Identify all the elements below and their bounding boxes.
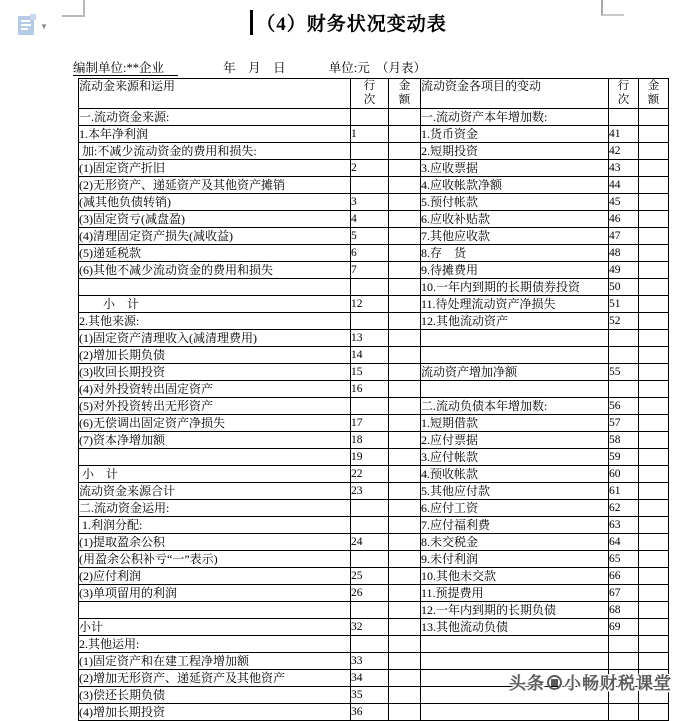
item-cell-left[interactable]: (4)增加长期投资 <box>79 704 351 721</box>
table-row <box>79 143 669 160</box>
row-no-cell-right[interactable]: 69 <box>609 619 639 636</box>
table-row <box>79 177 669 194</box>
item-cell-left[interactable]: (1)提取盈余公积 <box>79 534 351 551</box>
table-row <box>79 432 669 449</box>
amount-cell-right[interactable] <box>639 500 669 517</box>
item-cell-right[interactable]: 8.未交税金 <box>421 534 609 551</box>
amount-cell-right[interactable] <box>639 636 669 653</box>
item-cell-right[interactable]: 6.应收补贴款 <box>421 211 609 228</box>
row-no-cell-right[interactable]: 61 <box>609 483 639 500</box>
table-row <box>79 415 669 432</box>
item-cell-right[interactable]: 一.流动资产本年增加数: <box>421 109 609 126</box>
item-cell-right[interactable]: 9.未付利润 <box>421 551 609 568</box>
amount-cell-left[interactable] <box>389 653 421 670</box>
item-cell-left[interactable] <box>79 449 351 466</box>
item-cell-right[interactable]: 流动资产增加净额 <box>421 364 609 381</box>
row-no-cell-left[interactable]: 34 <box>351 670 389 687</box>
item-cell-right[interactable]: 1.短期借款 <box>421 415 609 432</box>
row-no-cell-left[interactable]: 7 <box>351 262 389 279</box>
amount-cell-left[interactable] <box>389 245 421 262</box>
amount-cell-right[interactable] <box>639 262 669 279</box>
amount-cell-left[interactable] <box>389 704 421 721</box>
amount-cell-left[interactable] <box>389 636 421 653</box>
row-no-cell-left[interactable] <box>351 636 389 653</box>
row-no-cell-right[interactable]: 50 <box>609 279 639 296</box>
row-no-cell-right[interactable]: 42 <box>609 143 639 160</box>
table-row <box>79 704 669 721</box>
amount-cell-right[interactable] <box>639 177 669 194</box>
row-no-cell-left[interactable]: 4 <box>351 211 389 228</box>
row-no-cell-right[interactable]: 51 <box>609 296 639 313</box>
item-cell-left[interactable]: 2.其他运用: <box>79 636 351 653</box>
row-no-cell-right[interactable]: 49 <box>609 262 639 279</box>
item-cell-right[interactable] <box>421 653 609 670</box>
row-no-cell-left[interactable]: 35 <box>351 687 389 704</box>
table-row <box>79 313 669 330</box>
amount-cell-left[interactable] <box>389 228 421 245</box>
item-cell-left[interactable]: 小 计 <box>79 466 351 483</box>
item-cell-left[interactable]: (用盈余公积补亏“一”表示) <box>79 551 351 568</box>
item-cell-left[interactable]: (6)其他不减少流动资金的费用和损失 <box>79 262 351 279</box>
item-cell-left[interactable]: (3)单项留用的利润 <box>79 585 351 602</box>
row-no-cell-left[interactable]: 32 <box>351 619 389 636</box>
table-row <box>79 279 669 296</box>
watermark <box>509 669 672 694</box>
row-no-cell-right[interactable]: 56 <box>609 398 639 415</box>
caption-date: 年 月 日 <box>223 61 286 75</box>
header-right-title[interactable]: 流动资金各项目的变动 <box>421 79 609 109</box>
table-row <box>79 483 669 500</box>
amount-cell-right[interactable] <box>639 517 669 534</box>
item-cell-right[interactable]: 12.其他流动资产 <box>421 313 609 330</box>
row-no-cell-right[interactable]: 64 <box>609 534 639 551</box>
table-row <box>79 262 669 279</box>
header-left-title[interactable]: 流动金来源和运用 <box>79 79 351 109</box>
item-cell-left[interactable]: (1)固定资产和在建工程净增加额 <box>79 653 351 670</box>
row-no-cell-right[interactable]: 58 <box>609 432 639 449</box>
financial-table <box>78 78 669 721</box>
amount-cell-left[interactable] <box>389 670 421 687</box>
row-no-cell-left[interactable] <box>351 602 389 619</box>
amount-cell-left[interactable] <box>389 330 421 347</box>
amount-cell-right[interactable] <box>639 398 669 415</box>
amount-cell-right[interactable] <box>639 432 669 449</box>
page-title: （4）财务状况变动表 <box>256 14 447 35</box>
row-no-cell-right[interactable]: 66 <box>609 568 639 585</box>
amount-cell-left[interactable] <box>389 551 421 568</box>
amount-cell-left[interactable] <box>389 313 421 330</box>
item-cell-right[interactable]: 12.一年内到期的长期负债 <box>421 602 609 619</box>
table-row <box>79 534 669 551</box>
table-row <box>79 347 669 364</box>
table-row <box>79 517 669 534</box>
item-cell-left[interactable]: (5)对外投资转出无形资产 <box>79 398 351 415</box>
amount-cell-left[interactable] <box>389 449 421 466</box>
item-cell-left[interactable]: (5)递延税款 <box>79 245 351 262</box>
item-cell-right[interactable]: 1.货币资金 <box>421 126 609 143</box>
table-row <box>79 211 669 228</box>
item-cell-right[interactable]: 7.应付福利费 <box>421 517 609 534</box>
row-no-cell-right[interactable] <box>609 704 639 721</box>
row-no-cell-left[interactable]: 6 <box>351 245 389 262</box>
item-cell-right[interactable]: 10.其他未交款 <box>421 568 609 585</box>
row-no-cell-left[interactable]: 36 <box>351 704 389 721</box>
table-row <box>79 160 669 177</box>
table-body <box>79 109 669 721</box>
amount-cell-left[interactable] <box>389 126 421 143</box>
amount-cell-right[interactable] <box>639 466 669 483</box>
item-cell-right[interactable]: 13.其他流动负债 <box>421 619 609 636</box>
amount-cell-right[interactable] <box>639 483 669 500</box>
chevron-down-icon[interactable]: ▼ <box>40 22 48 31</box>
table-row <box>79 619 669 636</box>
item-cell-right[interactable]: 二.流动负债本年增加数: <box>421 398 609 415</box>
row-no-cell-right[interactable]: 63 <box>609 517 639 534</box>
row-no-cell-left[interactable] <box>351 500 389 517</box>
item-cell-right[interactable]: 5.预付帐款 <box>421 194 609 211</box>
item-cell-left[interactable]: (1)固定资产清理收入(减清理费用) <box>79 330 351 347</box>
row-no-cell-right[interactable]: 48 <box>609 245 639 262</box>
row-no-cell-left[interactable]: 18 <box>351 432 389 449</box>
table-row <box>79 636 669 653</box>
item-cell-left[interactable]: (4)清理固定资产损失(减收益) <box>79 228 351 245</box>
amount-cell-right[interactable] <box>639 653 669 670</box>
amount-cell-right[interactable] <box>639 534 669 551</box>
amount-cell-right[interactable] <box>639 704 669 721</box>
item-cell-right[interactable] <box>421 330 609 347</box>
item-cell-right[interactable] <box>421 381 609 398</box>
amount-cell-left[interactable] <box>389 296 421 313</box>
row-no-cell-right[interactable]: 44 <box>609 177 639 194</box>
amount-cell-right[interactable] <box>639 211 669 228</box>
item-cell-left[interactable]: (减其他负债转销) <box>79 194 351 211</box>
header-left-amount[interactable]: 金 额 <box>389 79 421 109</box>
item-cell-right[interactable]: 4.预收帐款 <box>421 466 609 483</box>
amount-cell-right[interactable] <box>639 415 669 432</box>
amount-cell-left[interactable] <box>389 534 421 551</box>
table-row <box>79 551 669 568</box>
amount-cell-right[interactable] <box>639 347 669 364</box>
amount-cell-left[interactable] <box>389 364 421 381</box>
item-cell-left[interactable]: 1.本年净利润 <box>79 126 351 143</box>
text-cursor <box>250 10 253 35</box>
toutiao-logo-icon <box>547 675 562 690</box>
item-cell-left[interactable]: (4)对外投资转出固定资产 <box>79 381 351 398</box>
item-cell-left[interactable]: 2.其他来源: <box>79 313 351 330</box>
row-no-cell-left[interactable]: 16 <box>351 381 389 398</box>
amount-cell-left[interactable] <box>389 109 421 126</box>
amount-cell-right[interactable] <box>639 449 669 466</box>
amount-cell-right[interactable] <box>639 296 669 313</box>
item-cell-right[interactable]: 11.待处理流动资产净损失 <box>421 296 609 313</box>
row-no-cell-right[interactable]: 57 <box>609 415 639 432</box>
row-no-cell-left[interactable]: 15 <box>351 364 389 381</box>
item-cell-left[interactable]: 小 计 <box>79 296 351 313</box>
item-cell-right[interactable]: 4.应收帐款净额 <box>421 177 609 194</box>
table-row <box>79 585 669 602</box>
row-no-cell-left[interactable]: 24 <box>351 534 389 551</box>
watermark-channel-label: 小畅财税课堂 <box>564 674 672 693</box>
row-no-cell-right[interactable] <box>609 636 639 653</box>
item-cell-left[interactable]: (2)应付利润 <box>79 568 351 585</box>
item-cell-right[interactable]: 8.存 货 <box>421 245 609 262</box>
amount-cell-right[interactable] <box>639 381 669 398</box>
amount-cell-left[interactable] <box>389 687 421 704</box>
amount-cell-left[interactable] <box>389 381 421 398</box>
row-no-cell-left[interactable]: 13 <box>351 330 389 347</box>
amount-cell-left[interactable] <box>389 568 421 585</box>
amount-cell-left[interactable] <box>389 262 421 279</box>
item-cell-left[interactable]: (3)固定资亏(减盘盈) <box>79 211 351 228</box>
row-no-cell-right[interactable]: 52 <box>609 313 639 330</box>
row-no-cell-right[interactable]: 47 <box>609 228 639 245</box>
header-right-row-no[interactable]: 行 次 <box>609 79 639 109</box>
row-no-cell-left[interactable]: 5 <box>351 228 389 245</box>
item-cell-right[interactable] <box>421 704 609 721</box>
row-no-cell-right[interactable]: 60 <box>609 466 639 483</box>
row-no-cell-right[interactable] <box>609 330 639 347</box>
amount-cell-left[interactable] <box>389 432 421 449</box>
item-cell-left[interactable] <box>79 602 351 619</box>
amount-cell-left[interactable] <box>389 177 421 194</box>
row-no-cell-left[interactable]: 12 <box>351 296 389 313</box>
row-no-cell-right[interactable] <box>609 109 639 126</box>
row-no-cell-left[interactable]: 2 <box>351 160 389 177</box>
header-row <box>79 79 669 109</box>
amount-cell-right[interactable] <box>639 245 669 262</box>
table-header <box>79 79 669 109</box>
item-cell-right[interactable]: 2.短期投资 <box>421 143 609 160</box>
item-cell-left[interactable]: 流动资金来源合计 <box>79 483 351 500</box>
item-cell-left[interactable]: (3)收回长期投资 <box>79 364 351 381</box>
row-no-cell-right[interactable]: 65 <box>609 551 639 568</box>
row-no-cell-right[interactable] <box>609 653 639 670</box>
item-cell-right[interactable]: 6.应付工资 <box>421 500 609 517</box>
row-no-cell-left[interactable] <box>351 517 389 534</box>
table-row <box>79 449 669 466</box>
item-cell-left[interactable]: 小计 <box>79 619 351 636</box>
item-cell-right[interactable]: 2.应付票据 <box>421 432 609 449</box>
title-line <box>0 9 697 36</box>
table-row <box>79 194 669 211</box>
row-no-cell-left[interactable] <box>351 398 389 415</box>
table-row <box>79 466 669 483</box>
header-right-amount[interactable]: 金 额 <box>639 79 669 109</box>
amount-cell-left[interactable] <box>389 160 421 177</box>
header-left-row-no[interactable]: 行 次 <box>351 79 389 109</box>
amount-cell-right[interactable] <box>639 126 669 143</box>
item-cell-left[interactable]: 二.流动资金运用: <box>79 500 351 517</box>
amount-cell-right[interactable] <box>639 364 669 381</box>
item-cell-left[interactable]: (2)增加长期负债 <box>79 347 351 364</box>
item-cell-left[interactable] <box>79 279 351 296</box>
amount-cell-right[interactable] <box>639 585 669 602</box>
row-no-cell-left[interactable]: 33 <box>351 653 389 670</box>
row-no-cell-left[interactable] <box>351 177 389 194</box>
row-no-cell-right[interactable]: 46 <box>609 211 639 228</box>
row-no-cell-right[interactable] <box>609 347 639 364</box>
watermark-toutiao-label: 头条 <box>509 674 545 693</box>
item-cell-left[interactable]: 加:不减少流动资金的费用和损失: <box>79 143 351 160</box>
amount-cell-left[interactable] <box>389 398 421 415</box>
table-row <box>79 398 669 415</box>
amount-cell-left[interactable] <box>389 466 421 483</box>
table-row <box>79 500 669 517</box>
item-cell-right[interactable]: 3.应收票据 <box>421 160 609 177</box>
item-cell-right[interactable] <box>421 347 609 364</box>
row-no-cell-left[interactable] <box>351 313 389 330</box>
amount-cell-left[interactable] <box>389 347 421 364</box>
row-no-cell-left[interactable] <box>351 143 389 160</box>
item-cell-left[interactable]: 一.流动资金来源: <box>79 109 351 126</box>
item-cell-right[interactable]: 3.应付帐款 <box>421 449 609 466</box>
caption-unit: 编制单位:**企业 <box>73 61 178 76</box>
item-cell-right[interactable]: 7.其他应收款 <box>421 228 609 245</box>
row-no-cell-right[interactable]: 43 <box>609 160 639 177</box>
amount-cell-left[interactable] <box>389 585 421 602</box>
table-caption <box>73 58 426 76</box>
row-no-cell-right[interactable]: 68 <box>609 602 639 619</box>
table-row <box>79 653 669 670</box>
table-row <box>79 245 669 262</box>
table-row <box>79 602 669 619</box>
amount-cell-right[interactable] <box>639 228 669 245</box>
row-no-cell-right[interactable]: 41 <box>609 126 639 143</box>
item-cell-right[interactable] <box>421 636 609 653</box>
row-no-cell-left[interactable]: 1 <box>351 126 389 143</box>
row-no-cell-left[interactable]: 17 <box>351 415 389 432</box>
row-no-cell-right[interactable]: 67 <box>609 585 639 602</box>
row-no-cell-right[interactable]: 45 <box>609 194 639 211</box>
row-no-cell-left[interactable]: 26 <box>351 585 389 602</box>
amount-cell-right[interactable] <box>639 143 669 160</box>
caption-measure: 单位:元 （月表） <box>328 61 426 75</box>
amount-cell-right[interactable] <box>639 602 669 619</box>
row-no-cell-left[interactable]: 25 <box>351 568 389 585</box>
item-cell-right[interactable]: 11.预提费用 <box>421 585 609 602</box>
item-cell-left[interactable]: (3)偿还长期负债 <box>79 687 351 704</box>
row-no-cell-right[interactable]: 62 <box>609 500 639 517</box>
item-cell-right[interactable]: 9.待摊费用 <box>421 262 609 279</box>
amount-cell-right[interactable] <box>639 568 669 585</box>
amount-cell-left[interactable] <box>389 194 421 211</box>
item-cell-left[interactable]: (6)无偿调出固定资产净损失 <box>79 415 351 432</box>
row-no-cell-left[interactable]: 19 <box>351 449 389 466</box>
table-row <box>79 126 669 143</box>
item-cell-right[interactable]: 10.一年内到期的长期债券投资 <box>421 279 609 296</box>
table-row <box>79 228 669 245</box>
amount-cell-left[interactable] <box>389 279 421 296</box>
item-cell-right[interactable]: 5.其他应付款 <box>421 483 609 500</box>
amount-cell-left[interactable] <box>389 602 421 619</box>
row-no-cell-left[interactable]: 14 <box>351 347 389 364</box>
amount-cell-right[interactable] <box>639 194 669 211</box>
table-row <box>79 109 669 126</box>
table-row <box>79 296 669 313</box>
amount-cell-left[interactable] <box>389 211 421 228</box>
amount-cell-right[interactable] <box>639 619 669 636</box>
amount-cell-left[interactable] <box>389 483 421 500</box>
item-cell-left[interactable]: (2)增加无形资产、递延资产及其他资产 <box>79 670 351 687</box>
item-cell-left[interactable]: (7)资本净增加额 <box>79 432 351 449</box>
row-no-cell-left[interactable] <box>351 279 389 296</box>
amount-cell-right[interactable] <box>639 109 669 126</box>
amount-cell-right[interactable] <box>639 279 669 296</box>
table-row <box>79 330 669 347</box>
table-row <box>79 381 669 398</box>
amount-cell-left[interactable] <box>389 143 421 160</box>
amount-cell-left[interactable] <box>389 415 421 432</box>
row-no-cell-left[interactable]: 22 <box>351 466 389 483</box>
row-no-cell-right[interactable]: 55 <box>609 364 639 381</box>
row-no-cell-left[interactable]: 3 <box>351 194 389 211</box>
item-cell-left[interactable]: (2)无形资产、递延资产及其他资产摊销 <box>79 177 351 194</box>
item-cell-left[interactable]: (1)固定资产折旧 <box>79 160 351 177</box>
row-no-cell-right[interactable] <box>609 381 639 398</box>
amount-cell-left[interactable] <box>389 500 421 517</box>
amount-cell-left[interactable] <box>389 517 421 534</box>
table-row <box>79 568 669 585</box>
row-no-cell-left[interactable] <box>351 551 389 568</box>
row-no-cell-left[interactable]: 23 <box>351 483 389 500</box>
amount-cell-right[interactable] <box>639 330 669 347</box>
amount-cell-left[interactable] <box>389 619 421 636</box>
table-row <box>79 364 669 381</box>
row-no-cell-right[interactable]: 59 <box>609 449 639 466</box>
amount-cell-right[interactable] <box>639 313 669 330</box>
row-no-cell-left[interactable] <box>351 109 389 126</box>
item-cell-left[interactable]: 1.利润分配: <box>79 517 351 534</box>
amount-cell-right[interactable] <box>639 160 669 177</box>
amount-cell-right[interactable] <box>639 551 669 568</box>
